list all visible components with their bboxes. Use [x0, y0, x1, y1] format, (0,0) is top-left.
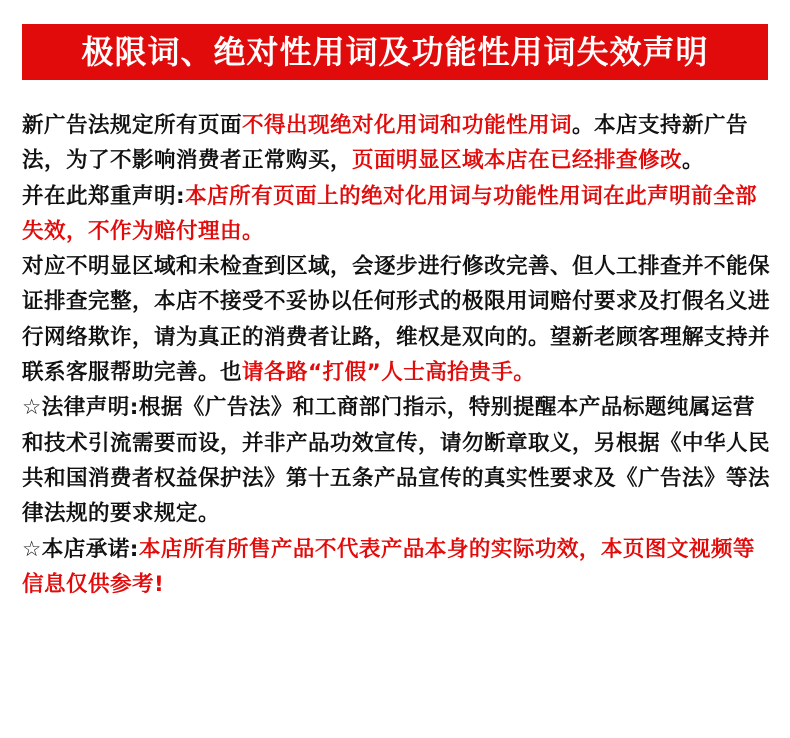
- paragraph-advertising-law: [22, 108, 770, 179]
- paragraph-store-promise: [22, 532, 770, 603]
- statement-body: [22, 108, 770, 602]
- highlight-segment: 本店所有页面上的绝对化用词与功能性用词在此声明前全部失效，不作为赔付理由。: [22, 183, 758, 244]
- text-segment: 新广告法规定所有页面: [22, 113, 243, 138]
- text-segment: 。: [682, 148, 705, 174]
- text-segment: ☆法律声明:根据《广告法》和工商部门指示，特别提醒本产品标题纯属运营和技术引流需要而设，并非产品功效宣传，请勿断章取义，另根据《中华人民共和国消费者权益保护法》第十五条产品宣传的真实性要求及《广告法》等法律法规的要求规定。: [22, 395, 771, 527]
- highlight-segment: 页面明显区域本店在已经排查修改: [352, 148, 683, 174]
- text-segment: 。本店支持新广告法，为了不影响消费者正常购买，: [22, 113, 749, 174]
- page-title: 极限词、绝对性用词及功能性用词失效声明: [81, 33, 709, 71]
- highlight-segment: 请各路“打假”人士高抬贵手。: [242, 360, 536, 386]
- highlight-segment: 本店所有所售产品不代表产品本身的实际功效，本页图文视频等信息仅供参考!: [22, 536, 755, 597]
- text-segment: ☆本店承诺:: [22, 536, 139, 562]
- page-title-banner: [22, 24, 768, 80]
- paragraph-solemn-declaration: [22, 179, 770, 250]
- highlight-segment: 不得出现绝对化用词和功能性用词: [242, 113, 573, 138]
- paragraph-legal-statement: [22, 390, 770, 531]
- text-segment: 对应不明显区域和未检查到区域，会逐步进行修改完善、但人工排查并不能保证排查完整，本店不接受不妥协以任何形式的极限用词赔付要求及打假名义进行网络欺诈，请为真正的消费者让路，维权是双向的。望新老顾客理解支持并联系客服帮助完善。也: [22, 254, 771, 386]
- text-segment: 并在此郑重声明:: [22, 183, 186, 209]
- paragraph-unchecked-areas: [22, 249, 770, 390]
